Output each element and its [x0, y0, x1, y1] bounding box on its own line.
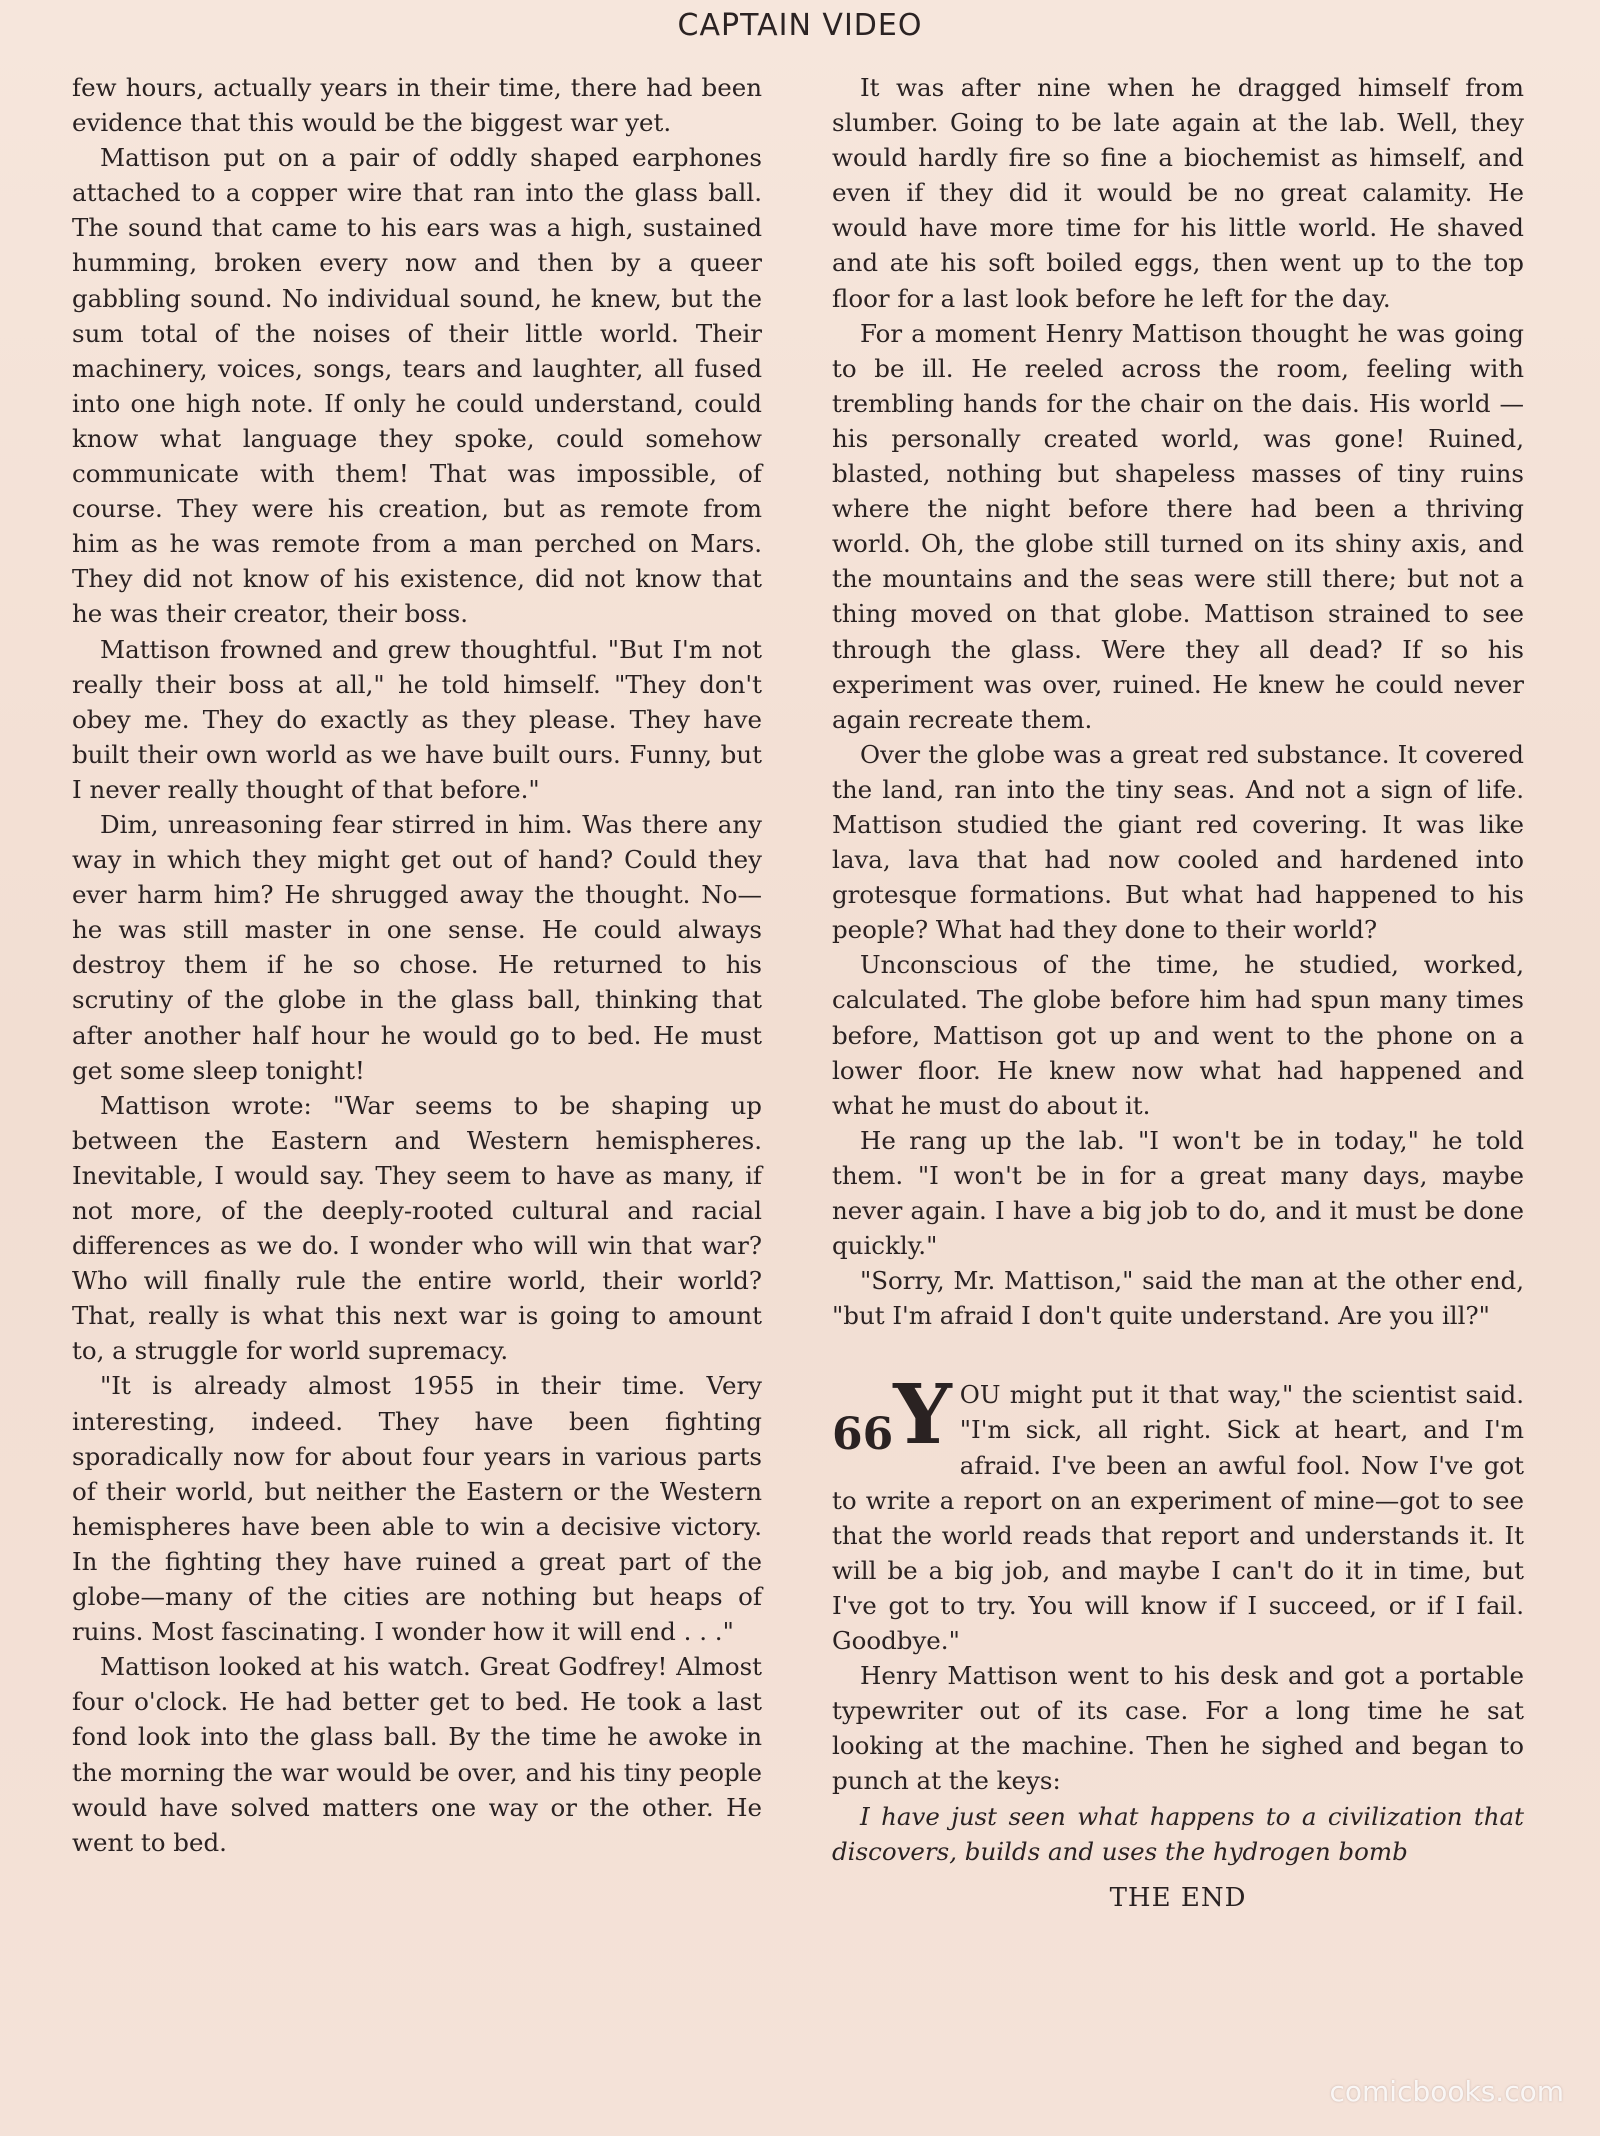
right-column: [832, 70, 1524, 1916]
quote-mark: 66: [832, 1409, 894, 1461]
italic-ending: I have just seen what happens to a civilization that discovers, builds and uses the hydrogen bomb: [832, 1801, 1524, 1866]
paragraph: Mattison wrote: "War seems to be shaping up between the Eastern and Western hemispheres. Inevitable, I would say. They seem to have as many, if not more, of the deeply-rooted cultural and racial differences as we do. I wonder who will win that war? Who will finally rule the entire world, their world? That, really is what this next war is going to amount to, a struggle for world supremacy.: [72, 1090, 762, 1366]
paragraph: "Sorry, Mr. Mattison," said the man at the other end, "but I'm afraid I don't quite understand. Are you ill?": [832, 1266, 1524, 1331]
paragraph: For a moment Henry Mattison thought he was going to be ill. He reeled across the room, feeling with trembling hands for the chair on the dais. His world — his personally created world, was gone! Ruined, blasted, nothing but shapeless masses of tiny ruins where the night before there had been a thriving world. Oh, the globe still turned on its shiny axis, and the mountains and the seas were still there; but not a thing moved on that globe. Mattison strained to see through the glass. Were they all dead? If so his experiment was over, ruined. He knew he could never again recreate them.: [832, 318, 1524, 734]
the-end-label: THE END: [1109, 1882, 1247, 1913]
paragraph: few hours, actually years in their time, there had been evidence that this would be the biggest war yet.: [72, 73, 762, 138]
page-title: CAPTAIN VIDEO: [677, 8, 923, 43]
paragraph: He rang up the lab. "I won't be in today," he told them. "I won't be in for a great many days, maybe never again. I have a big job to do, and it must be done quickly.": [832, 1125, 1524, 1261]
left-column: [72, 70, 762, 1860]
paragraph: Henry Mattison went to his desk and got a portable typewriter out of its case. For a long time he sat looking at the machine. Then he sighed and began to punch at the keys:: [832, 1661, 1524, 1796]
paragraph: Over the globe was a great red substance. It covered the land, ran into the tiny seas. And not a sign of life. Mattison studied the giant red covering. It was like lava, lava that had now cooled and hardened into grotesque formations. But what had happened to his people? What had they done to their world?: [832, 739, 1524, 945]
dropcap-paragraph: [832, 1367, 1524, 1658]
watermark: comicbooks.com: [1329, 2075, 1564, 2108]
paragraph: It was after nine when he dragged himself from slumber. Going to be late again at the lab. Well, they would hardly fire so fine a biochemist as himself, and even if they did it would be no great calamity. He would have more time for his little world. He shaved and ate his soft boiled eggs, then went up to the top floor for a last look before he left for the day.: [832, 73, 1524, 313]
paragraph: Mattison frowned and grew thoughtful. "But I'm not really their boss at all," he told himself. "They don't obey me. They do exactly as they please. They have built their own world as we have built ours. Funny, but I never really thought of that before.": [72, 634, 762, 804]
dropcap-initial: [832, 1367, 952, 1467]
paragraph: Unconscious of the time, he studied, worked, calculated. The globe before him had spun many times before, Mattison got up and went to the phone on a lower floor. He knew now what had happened and what he must do about it.: [832, 950, 1524, 1120]
paragraph: Dim, unreasoning fear stirred in him. Was there any way in which they might get out of hand? Could they ever harm him? He shrugged away the thought. No—he was still master in one sense. He could always destroy them if he so chose. He returned to his scrutiny of the globe in the glass ball, thinking that after another half hour he would go to bed. He must get some sleep tonight!: [72, 809, 762, 1085]
dropcap-text: OU might put it that way," the scientist said. "I'm sick, all right. Sick at heart, and I'm afraid. I've been an awful fool. Now I've got to write a report on an experiment of mine—got to see that the world reads that report and understands it. It will be a big job, and maybe I can't do it in time, but I've got to try. You will know if I succeed, or if I fail. Goodbye.": [832, 1380, 1524, 1656]
paragraph: Mattison put on a pair of oddly shaped earphones attached to a copper wire that ran into the glass ball. The sound that came to his ears was a high, sustained humming, broken every now and then by a queer gabbling sound. No individual sound, he knew, but the sum total of the noises of their little world. Their machinery, voices, songs, tears and laughter, all fused into one high note. If only he could understand, could know what language they spoke, could somehow communicate with them! That was impossible, of course. They were his creation, but as remote from him as he was remote from a man perched on Mars. They did not know of his existence, did not know that he was their creator, their boss.: [72, 143, 762, 629]
paragraph: Mattison looked at his watch. Great Godfrey! Almost four o'clock. He had better get to bed. He took a last fond look into the glass ball. By the time he awoke in the morning the war would be over, and his tiny people would have solved matters one way or the other. He went to bed.: [72, 1652, 762, 1857]
initial-letter: Y: [893, 1367, 952, 1464]
paragraph: "It is already almost 1955 in their time. Very interesting, indeed. They have been fighting sporadically now for about four years in various parts of their world, but neither the Eastern or the Western hemispheres have been able to win a decisive victory. In the fighting they have ruined a great part of the globe—many of the cities are nothing but heaps of ruins. Most fascinating. I wonder how it will end . . .": [72, 1371, 762, 1647]
